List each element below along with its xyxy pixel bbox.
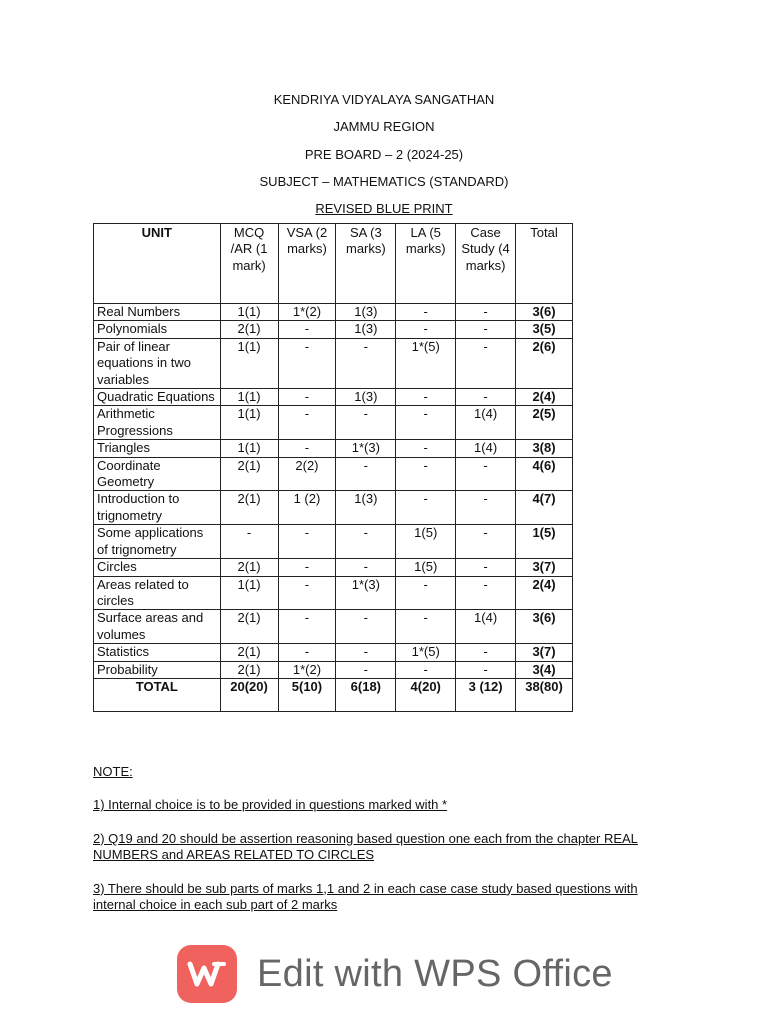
la-cell: - (396, 406, 456, 440)
case-study-cell: - (456, 338, 516, 388)
unit-cell: Areas related to circles (94, 576, 221, 610)
unit-cell: Some applications of trignometry (94, 525, 221, 559)
mcq-cell: 2(1) (220, 559, 278, 576)
table-row (94, 457, 573, 491)
la-cell: - (396, 491, 456, 525)
sa-cell: - (336, 610, 396, 644)
vsa-cell: 1*(2) (278, 661, 336, 678)
case-study-cell: - (456, 321, 516, 338)
unit-cell: Pair of linear equations in two variables (94, 338, 221, 388)
la-cell: - (396, 610, 456, 644)
col-header-vsa: VSA (2 marks) (278, 224, 336, 304)
wps-watermark-text: Edit with WPS Office (257, 952, 613, 995)
unit-cell: Coordinate Geometry (94, 457, 221, 491)
total-cell: 3(8) (516, 440, 573, 457)
table-row (94, 610, 573, 644)
total-cell: 3(6) (516, 304, 573, 321)
vsa-cell: - (278, 644, 336, 661)
grand-total-cell: 38(80) (516, 678, 573, 711)
vsa-cell: - (278, 559, 336, 576)
subject-name: SUBJECT – MATHEMATICS (STANDARD) (259, 173, 509, 189)
mcq-cell: 1(1) (220, 440, 278, 457)
table-row (94, 525, 573, 559)
wps-logo-icon (177, 945, 237, 1003)
case-study-cell: - (456, 457, 516, 491)
table-row (94, 440, 573, 457)
case-study-cell: - (456, 559, 516, 576)
sa-cell: 1(3) (336, 389, 396, 406)
mcq-cell: 2(1) (220, 644, 278, 661)
col-header-case-study: Case Study (4 marks) (456, 224, 516, 304)
table-row (94, 304, 573, 321)
vsa-cell: - (278, 389, 336, 406)
sa-cell: 1(3) (336, 304, 396, 321)
region-name: JAMMU REGION (333, 119, 435, 135)
table-row (94, 389, 573, 406)
la-cell: 1(5) (396, 525, 456, 559)
total-cell: 4(6) (516, 457, 573, 491)
case-study-cell: 1(4) (456, 406, 516, 440)
total-sa-cell: 6(18) (336, 678, 396, 711)
col-header-total: Total (516, 224, 573, 304)
notes-title: NOTE: (93, 764, 133, 779)
vsa-cell: - (278, 525, 336, 559)
la-cell: - (396, 457, 456, 491)
blueprint-table (93, 223, 573, 712)
total-cell: 1(5) (516, 525, 573, 559)
vsa-cell: - (278, 406, 336, 440)
unit-cell: Polynomials (94, 321, 221, 338)
la-cell: - (396, 661, 456, 678)
sa-cell: 1*(3) (336, 440, 396, 457)
table-row (94, 576, 573, 610)
mcq-cell: 2(1) (220, 457, 278, 491)
total-cell: 2(6) (516, 338, 573, 388)
col-header-unit: UNIT (94, 224, 221, 304)
mcq-cell: 2(1) (220, 321, 278, 338)
la-cell: - (396, 440, 456, 457)
mcq-cell: 1(1) (220, 406, 278, 440)
mcq-cell: 1(1) (220, 576, 278, 610)
total-la-cell: 4(20) (396, 678, 456, 711)
note-item: 2) Q19 and 20 should be assertion reasoning based question one each from the chapter REAL NUMBERS and AREAS RELATED TO CIRCLES (93, 830, 638, 863)
la-cell: 1*(5) (396, 644, 456, 661)
la-cell: 1(5) (396, 559, 456, 576)
sa-cell: 1(3) (336, 321, 396, 338)
table-header-row (94, 224, 573, 304)
mcq-cell: 1(1) (220, 389, 278, 406)
unit-cell: Quadratic Equations (94, 389, 221, 406)
table-row (94, 406, 573, 440)
note-item: 1) Internal choice is to be provided in questions marked with * (93, 797, 448, 813)
sa-cell: - (336, 338, 396, 388)
document-title: REVISED BLUE PRINT (315, 201, 453, 217)
note-item: 3) There should be sub parts of marks 1,1 and 2 in each case case study based questions with internal choice in each sub part of 2 marks (93, 880, 638, 913)
total-cell: 3(7) (516, 644, 573, 661)
unit-cell: Introduction to trignometry (94, 491, 221, 525)
case-study-cell: - (456, 389, 516, 406)
mcq-cell: 2(1) (220, 661, 278, 678)
la-cell: 1*(5) (396, 338, 456, 388)
notes-section (93, 764, 673, 930)
table-row (94, 559, 573, 576)
document-header (0, 86, 768, 222)
unit-cell: Triangles (94, 440, 221, 457)
case-study-cell: - (456, 304, 516, 321)
case-study-cell: 1(4) (456, 610, 516, 644)
table-row (94, 661, 573, 678)
vsa-cell: 1 (2) (278, 491, 336, 525)
case-study-cell: 1(4) (456, 440, 516, 457)
vsa-cell: 1*(2) (278, 304, 336, 321)
la-cell: - (396, 389, 456, 406)
vsa-cell: - (278, 576, 336, 610)
case-study-cell: - (456, 576, 516, 610)
wps-watermark[interactable] (177, 945, 613, 1003)
total-cell: 3(5) (516, 321, 573, 338)
case-study-cell: - (456, 644, 516, 661)
mcq-cell: 2(1) (220, 610, 278, 644)
total-cell: 4(7) (516, 491, 573, 525)
vsa-cell: - (278, 440, 336, 457)
sa-cell: 1*(3) (336, 576, 396, 610)
unit-cell: Real Numbers (94, 304, 221, 321)
mcq-cell: - (220, 525, 278, 559)
vsa-cell: - (278, 321, 336, 338)
sa-cell: - (336, 559, 396, 576)
total-cell: 2(4) (516, 389, 573, 406)
total-case-study-cell: 3 (12) (456, 678, 516, 711)
unit-cell: Probability (94, 661, 221, 678)
table-row (94, 338, 573, 388)
total-cell: 3(7) (516, 559, 573, 576)
mcq-cell: 1(1) (220, 304, 278, 321)
sa-cell: - (336, 661, 396, 678)
sa-cell: - (336, 406, 396, 440)
total-cell: 2(4) (516, 576, 573, 610)
sa-cell: - (336, 525, 396, 559)
col-header-sa: SA (3 marks) (336, 224, 396, 304)
col-header-mcq: MCQ /AR (1 mark) (220, 224, 278, 304)
vsa-cell: 2(2) (278, 457, 336, 491)
case-study-cell: - (456, 525, 516, 559)
table-row (94, 644, 573, 661)
col-header-la: LA (5 marks) (396, 224, 456, 304)
la-cell: - (396, 304, 456, 321)
table-row (94, 321, 573, 338)
la-cell: - (396, 576, 456, 610)
total-vsa-cell: 5(10) (278, 678, 336, 711)
case-study-cell: - (456, 661, 516, 678)
sa-cell: - (336, 457, 396, 491)
total-cell: 2(5) (516, 406, 573, 440)
mcq-cell: 1(1) (220, 338, 278, 388)
org-name: KENDRIYA VIDYALAYA SANGATHAN (273, 92, 495, 107)
mcq-cell: 2(1) (220, 491, 278, 525)
total-label-cell: TOTAL (94, 678, 221, 711)
unit-cell: Surface areas and volumes (94, 610, 221, 644)
total-cell: 3(6) (516, 610, 573, 644)
sa-cell: - (336, 644, 396, 661)
vsa-cell: - (278, 610, 336, 644)
la-cell: - (396, 321, 456, 338)
total-mcq-cell: 20(20) (220, 678, 278, 711)
case-study-cell: - (456, 491, 516, 525)
unit-cell: Statistics (94, 644, 221, 661)
table-row (94, 491, 573, 525)
unit-cell: Arithmetic Progressions (94, 406, 221, 440)
unit-cell: Circles (94, 559, 221, 576)
table-total-row (94, 678, 573, 711)
total-cell: 3(4) (516, 661, 573, 678)
vsa-cell: - (278, 338, 336, 388)
sa-cell: 1(3) (336, 491, 396, 525)
exam-name: PRE BOARD – 2 (2024-25) (304, 146, 464, 162)
